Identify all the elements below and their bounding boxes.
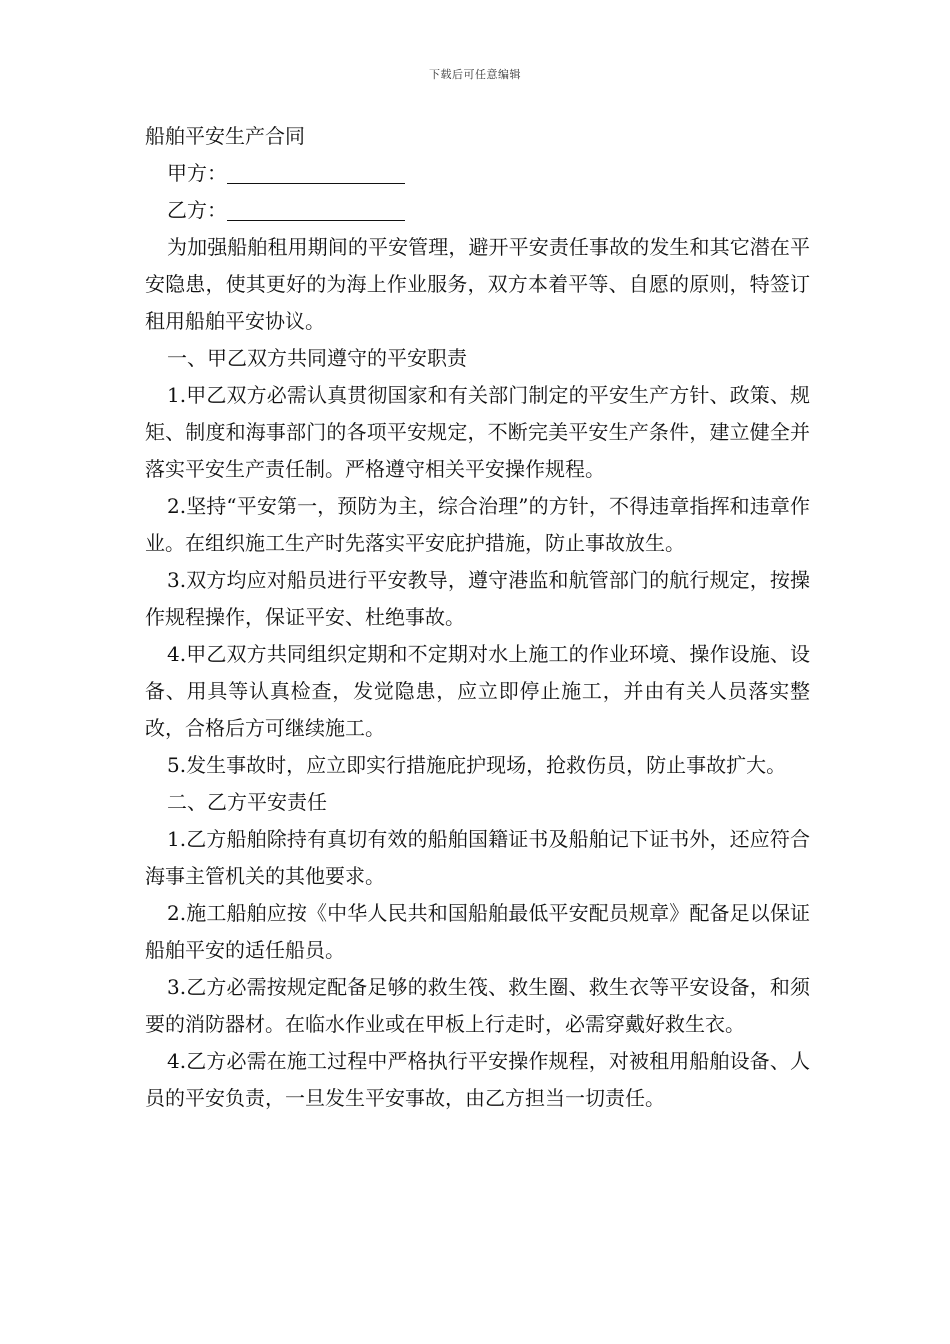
section2-item-4: 4.乙方必需在施工过程中严格执行平安操作规程，对被租用船舶设备、人员的平安负责，一旦发生平安事故，由乙方担当一切责任。 (145, 1049, 810, 1110)
party-b-blank (227, 198, 405, 221)
header-note: 下载后可任意编辑 (429, 68, 521, 81)
section1-item-1: 1.甲乙双方必需认真贯彻国家和有关部门制定的平安生产方针、政策、规矩、制度和海事部门的各项平安规定，不断完美平安生产条件，建立健全并落实平安生产责任制。严格遵守相关平安操作规程。 (145, 383, 810, 481)
section2-item-2: 2.施工船舶应按《中华人民共和国船舶最低平安配员规章》配备足以保证船舶平安的适任船员。 (145, 901, 810, 962)
party-b-label: 乙方： (167, 198, 227, 222)
section1-item-5: 5.发生事故时，应立即实行措施庇护现场，抢救伤员，防止事故扩大。 (167, 753, 787, 777)
section2-item-1: 1.乙方船舶除持有真切有效的船舶国籍证书及船舶记下证书外，还应符合海事主管机关的其他要求。 (145, 827, 810, 888)
section2-item-3: 3.乙方必需按规定配备足够的救生筏、救生圈、救生衣等平安设备，和须要的消防器材。在临水作业或在甲板上行走时，必需穿戴好救生衣。 (145, 975, 810, 1036)
party-a-label: 甲方： (167, 161, 227, 185)
section2-heading: 二、乙方平安责任 (167, 790, 327, 814)
party-a-line (145, 155, 810, 192)
section1-heading: 一、甲乙双方共同遵守的平安职责 (167, 346, 467, 370)
party-b-line (145, 192, 810, 229)
document-title: 船舶平安生产合同 (145, 124, 305, 148)
document-body (145, 118, 810, 1117)
section1-item-4: 4.甲乙双方共同组织定期和不定期对水上施工的作业环境、操作设施、设备、用具等认真检查，发觉隐患，应立即停止施工，并由有关人员落实整改，合格后方可继续施工。 (145, 642, 810, 740)
intro-paragraph: 为加强船舶租用期间的平安管理，避开平安责任事故的发生和其它潜在平安隐患，使其更好的为海上作业服务，双方本着平等、自愿的原则，特签订租用船舶平安协议。 (145, 235, 810, 333)
section1-item-3: 3.双方均应对船员进行平安教导，遵守港监和航管部门的航行规定，按操作规程操作，保证平安、杜绝事故。 (145, 568, 810, 629)
section1-item-2: 2.坚持“平安第一，预防为主，综合治理”的方针，不得违章指挥和违章作业。在组织施工生产时先落实平安庇护措施，防止事故放生。 (145, 494, 810, 555)
party-a-blank (227, 161, 405, 184)
